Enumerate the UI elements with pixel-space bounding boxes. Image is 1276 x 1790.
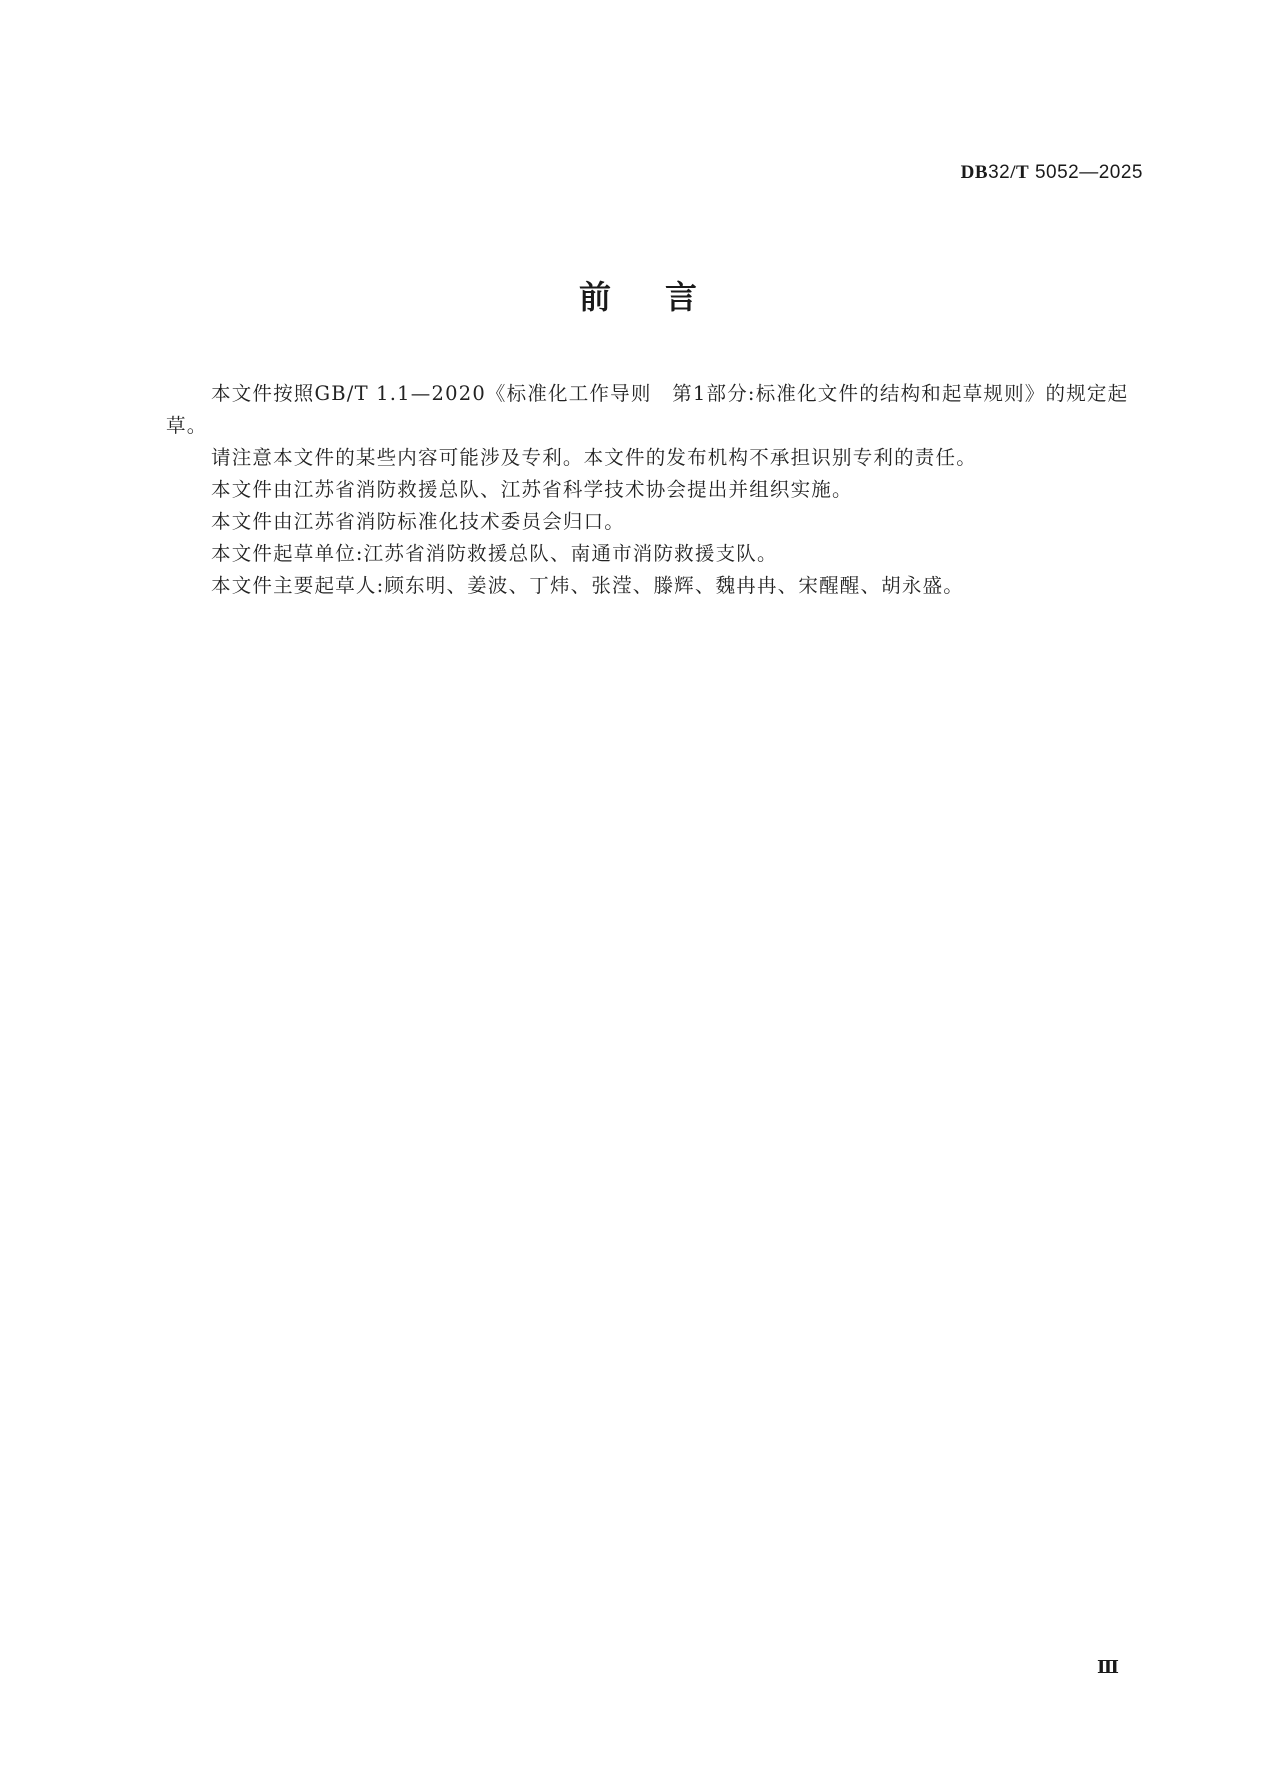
standard-code-rest: 5052—2025 — [1029, 162, 1143, 183]
standard-code-slash: /T — [1010, 162, 1030, 183]
paragraph-proposer: 本文件由江苏省消防救援总队、江苏省科学技术协会提出并组织实施。 — [211, 478, 853, 501]
paragraph-patent-notice: 请注意本文件的某些内容可能涉及专利。本文件的发布机构不承担识别专利的责任。 — [211, 446, 977, 469]
standard-code-number: 32 — [988, 162, 1011, 183]
standard-code — [961, 162, 1143, 184]
paragraph-main-drafters: 本文件主要起草人:顾东明、姜波、丁炜、张滢、滕辉、魏冉冉、宋醒醒、胡永盛。 — [211, 574, 964, 597]
page-title: 前言 — [578, 278, 751, 316]
paragraph-drafting-rules: 本文件按照GB/T 1.1—2020《标准化工作导则 第1部分:标准化文件的结构和起草规则》的规定起草。 — [166, 382, 1129, 437]
paragraph-centralized-management: 本文件由江苏省消防标准化技术委员会归口。 — [211, 510, 626, 533]
paragraph-drafting-units: 本文件起草单位:江苏省消防救援总队、南通市消防救援支队。 — [211, 542, 778, 565]
foreword-body — [166, 378, 1143, 602]
standard-code-prefix: DB — [960, 162, 989, 183]
page-number: Ⅲ — [1097, 1657, 1119, 1677]
